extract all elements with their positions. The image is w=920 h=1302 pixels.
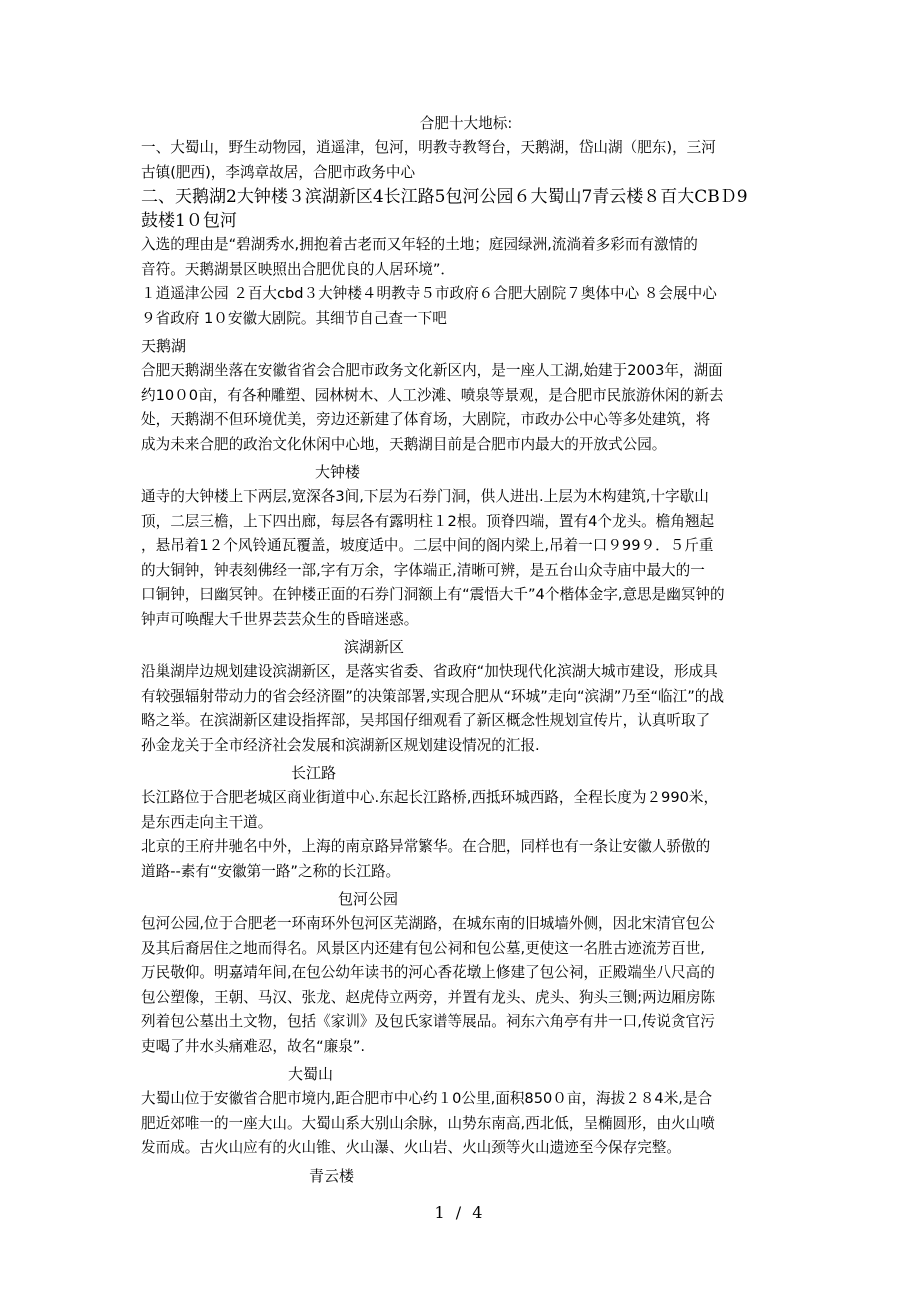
section-heading: 大蜀山: [288, 1065, 334, 1083]
section-dazhonglou: [141, 459, 791, 632]
list-line: 一、大蜀山，野生动物园，逍遥津，包河，明教寺教弩台，天鹅湖，岱山湖（肥东)，三河: [141, 139, 716, 156]
paragraph-line: 包河公园,位于合肥老一环南环外包河区芜湖路，在城东南的旧城墙外侧，因北宋清官包公: [141, 915, 715, 932]
document-title: 合肥十大地标:: [419, 115, 513, 132]
section-tianehu: [141, 333, 791, 457]
paragraph-line: 发而成。古火山应有的火山锥、火山瀑、火山岩、火山颈等火山遗迹至今保存完整。: [141, 1139, 681, 1156]
paragraph-line: 的大铜钟，钟表刻佛经一部,字有万余，字体端正,清晰可辨，是五台山众寺庙中最大的一: [141, 561, 705, 579]
selection-reason: [141, 233, 791, 282]
list-line: 鼓楼1０包河: [141, 211, 237, 231]
section-heading: 包河公园: [338, 890, 399, 908]
paragraph-line: 通寺的大钟楼上下两层,宽深各3间,下层为石券门洞，供人进出.上层为木构建筑,十字歇山: [141, 488, 709, 505]
paragraph-line: 孙金龙关于全市经济社会发展和滨湖新区规划建设情况的汇报.: [141, 736, 540, 754]
paragraph-line: 成为未来合肥的政治文化休闲中心地，天鹅湖目前是合肥市内最大的开放式公园。: [141, 435, 667, 453]
paragraph-line: 万民敬仰。明嘉靖年间,在包公幼年读书的河心香花墩上修建了包公祠，正殿端坐八尺高的: [141, 964, 715, 981]
list-line: 二、天鹅湖2大钟楼３滨湖新区4长江路5包河公园６大蜀山7青云楼８百大CBＤ9: [141, 187, 748, 207]
section-qingyunlou: [141, 1163, 791, 1189]
paragraph-line: 肥近郊唯一的一座大山。大蜀山系大别山余脉，山势东南高,西北低，呈椭圆形，由火山喷: [141, 1114, 715, 1132]
section-dashushan: [141, 1061, 791, 1161]
landmark-list-1: [141, 136, 791, 185]
paragraph-line: 大蜀山位于安徽省合肥市境内,距合肥市中心约１0公里,面积850０亩，海拔２８4米,是合: [141, 1090, 713, 1107]
paragraph-line: 是东西走向主干道。: [141, 813, 273, 831]
section-heading: 天鹅湖: [141, 337, 187, 355]
document-body: [141, 112, 791, 1189]
section-heading: 青云楼: [309, 1166, 355, 1185]
section-binhu: [141, 634, 791, 758]
section-heading: 长江路: [291, 764, 337, 782]
section-baohe-park: [141, 886, 791, 1059]
paragraph-line: 处，天鹅湖不但环境优美，旁边还新建了体育场，大剧院，市政办公中心等多处建筑，将: [141, 411, 711, 428]
landmark-list-3: [141, 282, 791, 331]
paragraph-line: 有较强辐射带动力的省会经济圈”的决策部署,实现合肥从“环城”走向“滨湖”乃至“临江”的战: [141, 687, 724, 705]
paragraph-line: 长江路位于合肥老城区商业街道中心.东起长江路桥,西抵环城西路，全程长度为２990米，: [141, 789, 719, 806]
paragraph-line: 顶，二层三檐，上下四出廊，每层各有露明柱１2根。顶脊四端，置有4个龙头。檐角翘起: [141, 512, 715, 530]
paragraph-line: 沿巢湖岸边规划建设滨湖新区，是落实省委、省政府“加快现代化滨湖大城市建设，形成具: [141, 663, 718, 680]
paragraph-line: 及其后裔居住之地而得名。风景区内还建有包公祠和包公墓,更使这一名胜古迹流芳百世,: [141, 939, 705, 957]
section-changjianglu: [141, 760, 791, 884]
paragraph-line: 道路--素有“安徽第一路”之称的长江路。: [141, 862, 401, 880]
list-line: 古镇(肥西)，李鸿章故居，合肥市政务中心: [141, 163, 416, 181]
paragraph-line: 略之举。在滨湖新区建设指挥部，吴邦国仔细观看了新区概念性规划宣传片，认真听取了: [141, 712, 711, 729]
section-heading: 大钟楼: [315, 463, 361, 481]
paragraph-line: 钟声可唤醒大千世界芸芸众生的昏暗迷惑。: [141, 610, 419, 628]
landmark-list-2: [141, 185, 791, 233]
paragraph-line: 合肥天鹅湖坐落在安徽省省会合肥市政务文化新区内，是一座人工湖,始建于2003年，湖面: [141, 362, 723, 379]
list-line: １逍遥津公园 ２百大cbd３大钟楼４明教寺５市政府６合肥大剧院７奥体中心 ８会展中心: [141, 285, 717, 302]
paragraph-line: 约10０0亩，有各种雕塑、园林树木、人工沙滩、喷泉等景观，是合肥市民旅游休闲的新去: [141, 386, 724, 404]
list-line: ９省政府 1０安徽大剧院。其细节自己查一下吧: [141, 309, 447, 327]
paragraph-line: 口铜钟，曰幽冥钟。在钟楼正面的石券门洞额上有“震悟大千”4个楷体金字,意思是幽冥钟的: [141, 586, 725, 603]
section-heading: 滨湖新区: [344, 638, 405, 656]
paragraph-line: 包公塑像，王朝、马汉、张龙、赵虎侍立两旁，并置有龙头、虎头、狗头三铡;两边厢房陈: [141, 988, 716, 1006]
paragraph-line: 吏喝了井水头痛难忍，故名“廉泉”.: [141, 1037, 366, 1055]
paragraph-line: ，悬吊着1２个风铃通瓦覆盖，坡度适中。二层中间的阁内梁上,吊着一口９99９．５斤重: [141, 537, 714, 554]
paragraph-line: 北京的王府井驰名中外，上海的南京路异常繁华。在合肥，同样也有一条让安徽人骄傲的: [141, 838, 711, 855]
reason-line: 入选的理由是“碧湖秀水,拥抱着古老而又年轻的土地；庭园绿洲,流淌着多彩而有激情的: [141, 236, 698, 253]
paragraph-line: 列着包公墓出土文物，包括《家训》及包氏家谱等展品。祠东六角亭有井一口,传说贪官污: [141, 1013, 715, 1030]
page-number: 1 / 4: [434, 1203, 486, 1222]
reason-line: 音符。天鹅湖景区映照出合肥优良的人居环境”．: [141, 260, 456, 278]
